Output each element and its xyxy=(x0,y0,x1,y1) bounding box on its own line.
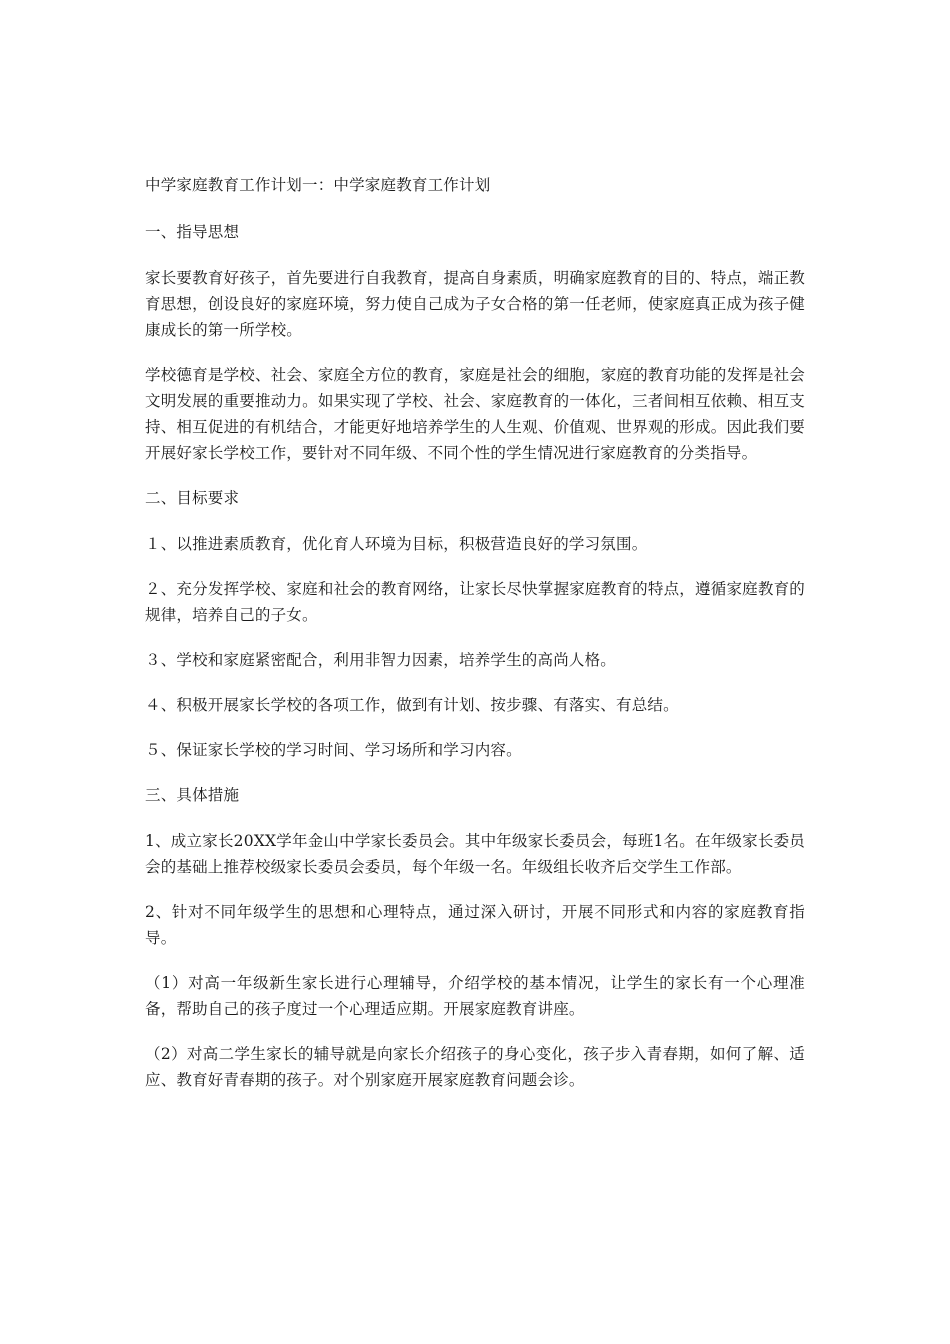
list-item: ２、充分发挥学校、家庭和社会的教育网络，让家长尽快掌握家庭教育的特点，遵循家庭教育的规律，培养自己的子女。 xyxy=(145,580,805,624)
document-title: 中学家庭教育工作计划一：中学家庭教育工作计划 xyxy=(145,176,491,194)
section-heading-goals: 二、目标要求 xyxy=(145,489,240,507)
document-body xyxy=(145,172,805,1112)
section-heading-measures: 三、具体措施 xyxy=(145,786,240,804)
paragraph: （2）对高二学生家长的辅导就是向家长介绍孩子的身心变化，孩子步入青春期，如何了解、适应、教育好青春期的孩子。对个别家庭开展家庭教育问题会诊。 xyxy=(145,1045,805,1089)
list-item: ３、学校和家庭紧密配合，利用非智力因素，培养学生的高尚人格。 xyxy=(145,651,617,669)
paragraph: （1）对高一年级新生家长进行心理辅导，介绍学校的基本情况，让学生的家长有一个心理准备，帮助自己的孩子度过一个心理适应期。开展家庭教育讲座。 xyxy=(145,974,805,1018)
paragraph: 家长要教育好孩子，首先要进行自我教育，提高自身素质，明确家庭教育的目的、特点，端正教育思想，创设良好的家庭环境，努力使自己成为子女合格的第一任老师，使家庭真正成为孩子健康成长的第一所学校。 xyxy=(145,269,805,339)
section-heading-guiding-thought: 一、指导思想 xyxy=(145,223,240,241)
list-item: １、以推进素质教育，优化育人环境为目标，积极营造良好的学习氛围。 xyxy=(145,535,648,553)
paragraph: 1、成立家长20XX学年金山中学家长委员会。其中年级家长委员会，每班1名。在年级家长委员会的基础上推荐校级家长委员会委员，每个年级一名。年级组长收齐后交学生工作部。 xyxy=(145,832,805,876)
list-item: ４、积极开展家长学校的各项工作，做到有计划、按步骤、有落实、有总结。 xyxy=(145,696,679,714)
list-item: ５、保证家长学校的学习时间、学习场所和学习内容。 xyxy=(145,741,522,759)
paragraph: 学校德育是学校、社会、家庭全方位的教育，家庭是社会的细胞，家庭的教育功能的发挥是社会文明发展的重要推动力。如果实现了学校、社会、家庭教育的一体化，三者间相互依赖、相互支持、相互促进的有机结合，才能更好地培养学生的人生观、价值观、世界观的形成。因此我们要开展好家长学校工作，要针对不同年级、不同个性的学生情况进行家庭教育的分类指导。 xyxy=(145,366,805,462)
paragraph: 2、针对不同年级学生的思想和心理特点，通过深入研讨，开展不同形式和内容的家庭教育指导。 xyxy=(145,903,805,947)
